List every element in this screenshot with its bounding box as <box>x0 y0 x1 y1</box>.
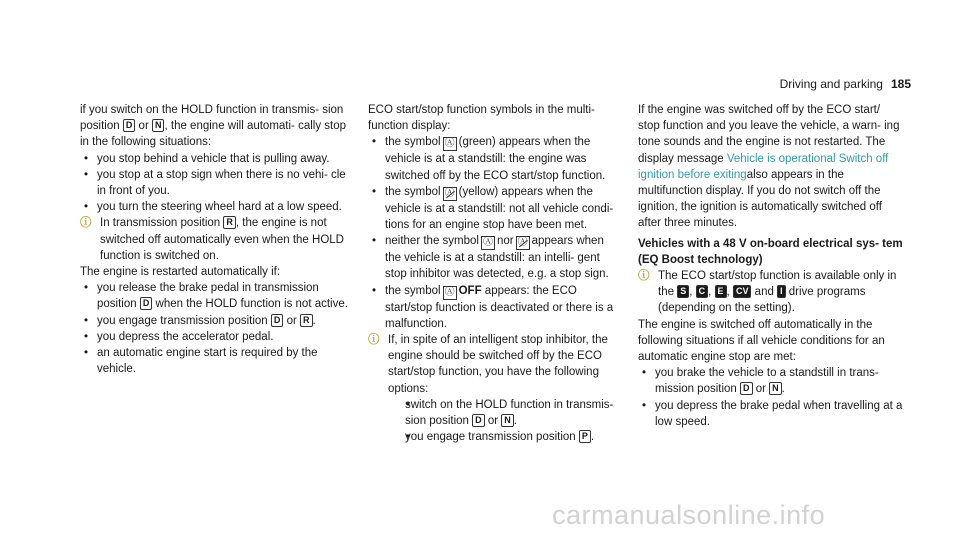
section-title: Driving and parking <box>779 77 883 91</box>
note-text: If, in spite of an intelligent stop inhibitor, the engine should be switched off by the ECO start/stop function, you have the following options: <box>388 334 608 395</box>
list-item <box>638 365 903 397</box>
item-text: you engage transmission position <box>97 314 268 327</box>
item-text: . <box>590 431 595 444</box>
note-reverse <box>80 215 350 264</box>
list-item: • you turn the steering wheel hard at a low speed. <box>80 199 350 215</box>
or-text: or <box>755 383 766 396</box>
item-text: neither the symbol <box>385 235 479 248</box>
eco-start-stop-crossed-icon: Ⓐ <box>517 237 528 249</box>
off-label: OFF <box>458 284 482 297</box>
gear-d-key: D <box>472 414 485 427</box>
auto-stop-paragraph: The engine is switched off automatically in the following situations if all vehicle conditions for an automatic engine stop are met: <box>638 318 885 364</box>
separator: , <box>726 286 730 299</box>
item-text: switch on the HOLD function in transmis- sion position <box>405 398 614 428</box>
item-text: the symbol <box>385 185 441 198</box>
restart-list <box>80 280 350 377</box>
or-text: or <box>286 314 297 327</box>
intro-paragraph <box>80 102 350 151</box>
mode-c-key: C <box>696 285 709 298</box>
mode-i-key: I <box>777 285 786 298</box>
list-item <box>368 283 618 332</box>
item-text: (yellow) appears when the vehicle is at a standstill: not all vehicle condi- tions for an engine stop have been met. <box>385 185 614 232</box>
info-note-icon: ⓘ <box>638 270 650 283</box>
eco-start-stop-icon: Ⓐ <box>444 286 455 298</box>
or-text: or <box>138 120 149 133</box>
item-text: the symbol <box>385 136 441 149</box>
page-number: 185 <box>890 77 911 91</box>
eco-start-stop-icon: Ⓐ <box>444 138 455 150</box>
gear-n-key: N <box>769 382 782 395</box>
list-item <box>80 280 350 312</box>
gear-r-key: R <box>223 216 236 229</box>
auto-stop-list <box>638 365 903 430</box>
list-item <box>388 397 618 429</box>
separator: , <box>708 286 712 299</box>
item-text: the symbol <box>385 284 441 297</box>
column-1 <box>80 102 350 377</box>
column-3 <box>638 102 903 430</box>
list-item <box>368 134 618 183</box>
column-2 <box>368 102 618 445</box>
gear-r-key: R <box>300 314 313 327</box>
paragraph-text: also appears in the multifunction display. If you do not switch off the ignition, the ignition is automatically switched off after three minutes. <box>638 168 882 230</box>
list-item <box>368 184 618 233</box>
stop-situations-list <box>80 151 350 216</box>
note-stop-inhibitor <box>368 332 618 445</box>
options-list <box>388 397 618 446</box>
separator: , <box>689 286 693 299</box>
intro-rest-text: , the engine will automati- cally stop in the following situations: <box>80 120 347 149</box>
note-text: drive programs (depending on the setting). <box>658 286 866 315</box>
gear-d-key: D <box>123 119 136 132</box>
restart-intro: The engine is restarted automatically if: <box>80 266 281 279</box>
note-text: The ECO start/stop function is available only in the <box>658 270 897 299</box>
mode-cv-key: CV <box>733 285 752 298</box>
item-text: when the HOLD function is not active. <box>152 298 348 311</box>
gear-d-key: D <box>271 314 284 327</box>
list-item: • you depress the brake pedal when travelling at a low speed. <box>638 398 903 430</box>
intro-text: if you switch on the HOLD function in transmis- sion position <box>80 104 344 133</box>
list-item <box>368 233 618 282</box>
page-header <box>780 77 911 91</box>
item-text: you engage transmission position <box>405 431 576 444</box>
paragraph-text: If the engine was switched off by the ECO start/ stop function and you leave the vehicle, a warn- ing tone sounds and the engine is not restarted. The display message <box>638 104 900 165</box>
list-item <box>388 429 618 445</box>
list-item: • you stop at a stop sign when there is no vehi- cle in front of you. <box>80 167 350 199</box>
item-text: appears: the ECO start/stop function is deactivated or there is a malfunction. <box>385 284 614 330</box>
item-text: appears when the vehicle is at a standstill: an intelli- gent stop inhibitor was detected, e.g. a stop sign. <box>385 235 609 281</box>
list-item: • you stop behind a vehicle that is pulling away. <box>80 151 350 167</box>
section-heading: Vehicles with a 48 V on-board electrical sys- tem (EQ Boost technology) <box>638 237 903 266</box>
info-note-icon: ⓘ <box>80 217 92 230</box>
item-text: you brake the vehicle to a standstill in trans- mission position <box>655 367 879 396</box>
note-text: , the engine is not switched off automatically even when the HOLD function is switched on. <box>100 217 344 262</box>
mode-e-key: E <box>715 285 727 298</box>
list-item: • an automatic engine start is required by the vehicle. <box>80 345 350 377</box>
or-text: or <box>487 415 499 428</box>
item-text: (green) appears when the vehicle is at a standstill: the engine was switched off by the ECO start/stop function. <box>385 136 606 182</box>
watermark: carmanualsonline.info <box>552 500 826 530</box>
gear-d-key: D <box>740 382 753 395</box>
note-drive-programs <box>638 268 903 317</box>
list-item <box>80 313 350 329</box>
gear-n-key: N <box>152 119 165 132</box>
gear-p-key: P <box>579 430 591 443</box>
item-text: . <box>312 314 316 327</box>
item-text: . <box>513 415 517 428</box>
display-message: Vehicle is operational Switch off ignition before exiting <box>638 152 889 181</box>
and-text: and <box>754 286 774 299</box>
symbols-intro: ECO start/stop function symbols in the multi- function display: <box>368 104 595 133</box>
symbols-list <box>368 134 618 332</box>
mode-s-key: S <box>677 285 689 298</box>
leave-vehicle-paragraph <box>638 102 903 232</box>
item-text: . <box>781 383 785 396</box>
note-text: In transmission position <box>100 217 221 230</box>
gear-d-key: D <box>140 297 153 310</box>
eco-start-stop-crossed-icon: Ⓐ <box>444 187 455 199</box>
info-note-icon: ⓘ <box>368 334 380 347</box>
nor-text: nor <box>496 235 514 248</box>
gear-n-key: N <box>501 414 514 427</box>
list-item: • you depress the accelerator pedal. <box>80 329 350 345</box>
item-text: you release the brake pedal in transmission position <box>97 282 319 311</box>
eco-start-stop-icon: Ⓐ <box>482 237 493 249</box>
